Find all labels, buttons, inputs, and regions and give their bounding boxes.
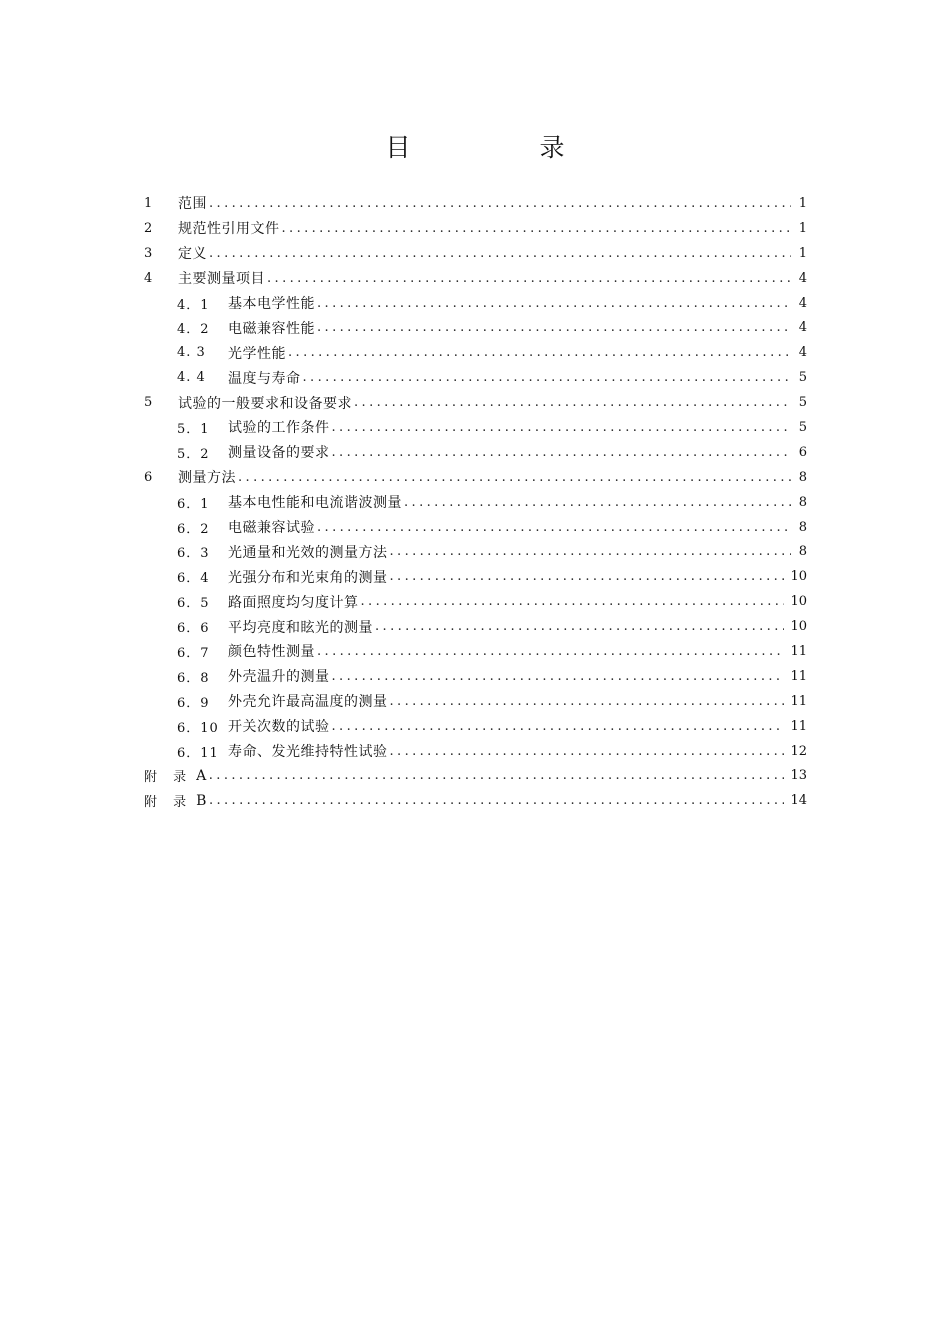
toc-entry-number: 6．8 <box>177 670 210 686</box>
toc-dot-leader <box>390 544 792 559</box>
toc-entry-page: 1 <box>798 245 807 261</box>
toc-entry-page: 8 <box>798 544 807 560</box>
toc-entry-title: 温度与寿命 <box>228 370 301 387</box>
toc-entry-title: 主要测量项目 <box>178 271 265 288</box>
toc-entry-title: 颜色特性测量 <box>228 644 315 661</box>
toc-entry-title: 电磁兼容性能 <box>228 320 315 337</box>
toc-entry-number: 6．3 <box>177 546 210 562</box>
toc-entry-number: 5．2 <box>177 446 210 462</box>
toc-entry-title: 规范性引用文件 <box>178 221 280 238</box>
toc-entry-number: 6．4 <box>177 571 210 587</box>
toc-entry[interactable] <box>144 614 807 639</box>
toc-entry[interactable] <box>144 216 807 241</box>
toc-entry-page: 4 <box>798 295 807 311</box>
toc-entry-title: 范围 <box>178 196 207 213</box>
toc-dot-leader <box>390 569 785 584</box>
toc-entry[interactable] <box>144 639 807 664</box>
toc-entry-title: A <box>196 767 207 784</box>
toc-entry-title: 试验的工作条件 <box>228 420 330 437</box>
toc-entry-page: 13 <box>790 768 807 784</box>
page-title: 目 录 <box>385 133 617 162</box>
toc-entry-page: 12 <box>790 743 807 759</box>
toc-entry-page: 11 <box>790 718 807 734</box>
toc-entry-number: 附 录 <box>144 770 193 786</box>
toc-entry[interactable] <box>144 714 807 739</box>
toc-entry-number: 6．1 <box>177 496 210 512</box>
toc-entry[interactable] <box>144 291 807 316</box>
toc-entry-page: 5 <box>798 419 807 435</box>
toc-entry[interactable] <box>144 664 807 689</box>
toc-dot-leader <box>354 395 791 410</box>
toc-entry-title: 外壳温升的测量 <box>228 669 330 686</box>
toc-entry-title: 光学性能 <box>228 345 286 362</box>
toc-entry[interactable] <box>144 788 807 813</box>
toc-dot-leader <box>361 594 785 609</box>
table-of-contents <box>144 191 807 813</box>
toc-dot-leader <box>404 495 791 510</box>
toc-entry-title: 基本电性能和电流谐波测量 <box>228 495 402 512</box>
toc-entry[interactable] <box>144 315 807 340</box>
toc-entry[interactable] <box>144 763 807 788</box>
toc-dot-leader <box>332 719 785 734</box>
toc-entry-page: 10 <box>790 594 807 610</box>
toc-entry-number: 6．5 <box>177 596 210 612</box>
toc-entry-page: 1 <box>798 195 807 211</box>
toc-entry-page: 5 <box>798 370 807 386</box>
toc-entry[interactable] <box>144 589 807 614</box>
toc-dot-leader <box>375 619 784 634</box>
toc-entry-page: 8 <box>798 519 807 535</box>
toc-entry-number: 6．2 <box>177 521 210 537</box>
toc-entry-number: 4．2 <box>177 322 210 338</box>
toc-dot-leader <box>209 768 785 783</box>
toc-entry-page: 8 <box>798 494 807 510</box>
toc-entry[interactable] <box>144 241 807 266</box>
toc-entry-title: 测量方法 <box>178 470 236 487</box>
toc-dot-leader <box>282 221 792 236</box>
toc-entry-page: 10 <box>790 619 807 635</box>
toc-entry-title: B <box>196 792 207 809</box>
toc-entry-title: 基本电学性能 <box>228 296 315 312</box>
toc-dot-leader <box>332 669 785 684</box>
toc-entry-number: 3 <box>144 245 154 261</box>
toc-entry-number: 4. 4 <box>177 370 206 386</box>
toc-dot-leader <box>288 345 791 360</box>
toc-entry-page: 14 <box>790 793 807 809</box>
toc-entry[interactable] <box>144 390 807 415</box>
toc-entry-title: 测量设备的要求 <box>228 445 330 462</box>
toc-entry-page: 8 <box>798 469 807 485</box>
toc-entry-page: 4 <box>798 345 807 361</box>
toc-entry-title: 路面照度均匀度计算 <box>228 594 359 611</box>
toc-entry-number: 4. 3 <box>177 345 206 361</box>
toc-dot-leader <box>209 196 791 211</box>
toc-dot-leader <box>390 744 785 759</box>
toc-entry[interactable] <box>144 340 807 365</box>
toc-entry-page: 5 <box>798 395 807 411</box>
toc-dot-leader <box>209 793 785 808</box>
toc-entry-number: 4 <box>144 270 154 286</box>
toc-entry-number: 5．1 <box>177 421 210 437</box>
toc-entry[interactable] <box>144 539 807 564</box>
toc-entry-number: 6．7 <box>177 645 210 661</box>
toc-dot-leader <box>390 694 785 709</box>
toc-entry-number: 6．6 <box>177 621 210 637</box>
toc-entry[interactable] <box>144 490 807 515</box>
toc-entry-number: 5 <box>144 395 154 411</box>
toc-dot-leader <box>332 445 792 460</box>
toc-entry[interactable] <box>144 365 807 390</box>
toc-entry-page: 4 <box>798 270 807 286</box>
toc-entry-title: 平均亮度和眩光的测量 <box>228 619 373 636</box>
toc-entry-page: 10 <box>790 569 807 585</box>
toc-dot-leader <box>317 644 784 659</box>
toc-entry[interactable] <box>144 564 807 589</box>
toc-entry-number: 6．11 <box>177 745 219 761</box>
toc-entry-title: 定义 <box>178 246 207 263</box>
toc-entry[interactable] <box>144 465 807 490</box>
toc-entry-title: 试验的一般要求和设备要求 <box>178 395 352 412</box>
toc-entry-number: 6．10 <box>177 720 219 736</box>
toc-entry-title: 开关次数的试验 <box>228 719 330 736</box>
toc-entry[interactable] <box>144 415 807 440</box>
toc-dot-leader <box>317 320 791 335</box>
toc-entry-number: 1 <box>144 195 154 211</box>
toc-entry-title: 电磁兼容试验 <box>228 520 315 537</box>
toc-entry[interactable] <box>144 266 807 291</box>
toc-dot-leader <box>267 271 791 286</box>
toc-entry[interactable] <box>144 440 807 465</box>
toc-entry-number: 附 录 <box>144 795 193 811</box>
toc-entry-page: 4 <box>798 320 807 336</box>
toc-entry-title: 光强分布和光束角的测量 <box>228 569 388 586</box>
toc-entry-page: 6 <box>798 444 807 460</box>
toc-entry-number: 2 <box>144 220 154 236</box>
toc-entry-number: 6．9 <box>177 695 210 711</box>
toc-dot-leader <box>209 246 791 261</box>
toc-entry-page: 11 <box>790 643 807 659</box>
toc-entry-page: 11 <box>790 668 807 684</box>
toc-entry-title: 光通量和光效的测量方法 <box>228 544 388 561</box>
toc-dot-leader <box>332 420 792 435</box>
toc-entry[interactable] <box>144 191 807 216</box>
toc-entry-title: 寿命、发光维持特性试验 <box>228 744 388 761</box>
toc-entry-number: 6 <box>144 469 154 485</box>
toc-entry[interactable] <box>144 689 807 714</box>
toc-entry-number: 4．1 <box>177 297 210 313</box>
toc-dot-leader <box>238 470 791 485</box>
toc-dot-leader <box>317 296 791 311</box>
toc-dot-leader <box>303 370 792 385</box>
toc-entry-title: 外壳允许最高温度的测量 <box>228 694 388 711</box>
toc-entry-page: 1 <box>798 220 807 236</box>
toc-entry-page: 11 <box>790 693 807 709</box>
toc-dot-leader <box>317 520 791 535</box>
toc-entry[interactable] <box>144 515 807 540</box>
toc-entry[interactable] <box>144 739 807 764</box>
